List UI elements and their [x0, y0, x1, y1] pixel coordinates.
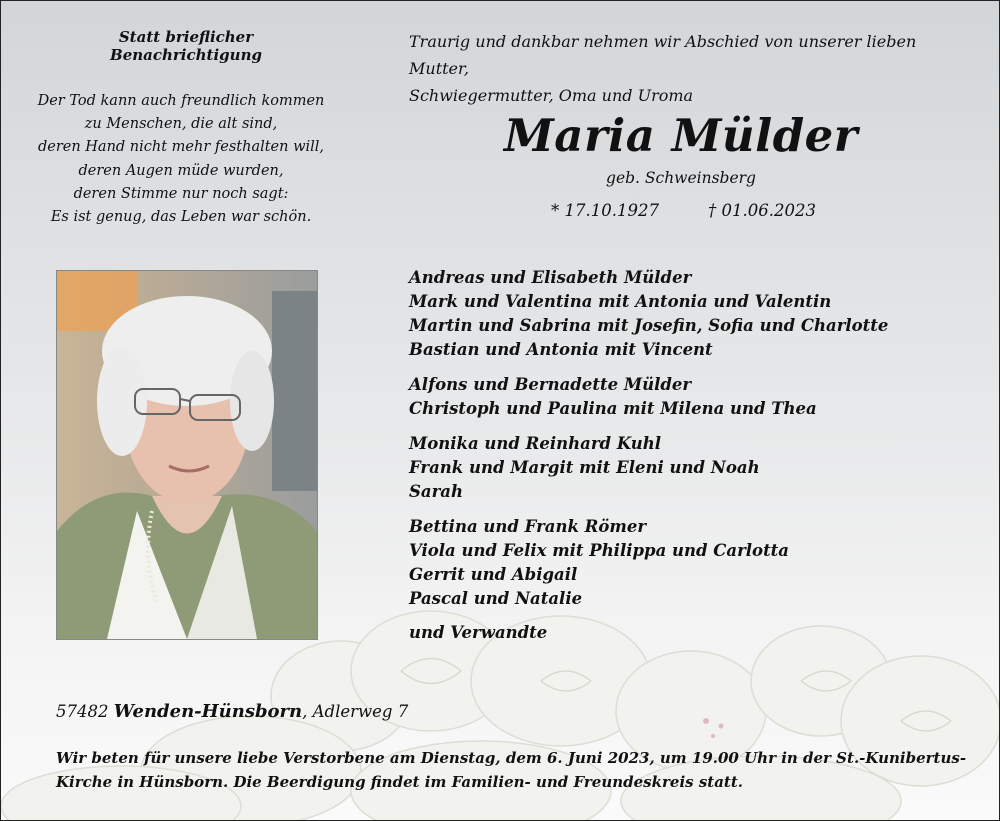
family-list [409, 266, 969, 622]
portrait-image [57, 271, 317, 639]
intro-line: Traurig und dankbar nehmen wir Abschied von unserer lieben Mutter, [409, 32, 917, 78]
postcode: 57482 [56, 702, 109, 721]
intro-text [409, 28, 979, 109]
poem-line: Der Tod kann auch freundlich kommen [37, 93, 325, 109]
family-line: Bastian und Antonia mit Vincent [409, 340, 713, 359]
family-line: Gerrit und Abigail [409, 565, 578, 584]
birth-date: * 17.10.1927 [551, 201, 659, 220]
poem-line: deren Hand nicht mehr festhalten will, [37, 139, 325, 156]
family-group [409, 373, 969, 421]
maiden-name: geb. Schweinsberg [606, 169, 756, 187]
service-announcement: Wir beten für unsere liebe Verstorbene am Dienstag, dem 6. Juni 2023, um 19.00 Uhr in der St.-Kunibertus-Kirche in Hünsborn. Die Beerdigung findet im Familien- und Freundeskreis statt. [56, 749, 967, 791]
family-line: Monika und Reinhard Kuhl [409, 434, 662, 453]
poem-line: deren Augen müde wurden, [78, 162, 284, 179]
portrait-photo [56, 270, 318, 640]
poem-line: zu Menschen, die alt sind, [84, 116, 278, 133]
relatives-line: und Verwandte [409, 623, 548, 642]
deceased-name: Maria Mülder [503, 109, 859, 162]
header-note: Statt brieflicher Benachrichtigung [110, 28, 262, 64]
poem-line: deren Stimme nur noch sagt: [73, 185, 289, 202]
family-group [409, 515, 969, 611]
address [56, 701, 408, 722]
town: Wenden-Hünsborn [113, 701, 303, 722]
family-line: Frank und Margit mit Eleni und Noah [409, 458, 760, 477]
family-line: Mark und Valentina mit Antonia und Valentin [409, 292, 832, 311]
family-line: Sarah [409, 482, 463, 501]
family-line: Bettina und Frank Römer [409, 517, 647, 536]
family-line: Pascal und Natalie [409, 589, 583, 608]
death-date: † 01.06.2023 [708, 201, 816, 220]
poem-line: Es ist genug, das Leben war schön. [50, 209, 312, 226]
poem [31, 90, 331, 229]
family-line: Andreas und Elisabeth Mülder [409, 268, 692, 287]
family-line: Martin und Sabrina mit Josefin, Sofia und Charlotte [409, 316, 889, 335]
intro-line: Schwiegermutter, Oma und Uroma [409, 86, 694, 105]
street: , Adlerweg 7 [302, 702, 409, 721]
family-group [409, 266, 969, 362]
family-line: Christoph und Paulina mit Milena und Thea [409, 399, 817, 418]
family-line: Viola und Felix mit Philippa und Carlotta [409, 541, 789, 560]
family-line: Alfons und Bernadette Mülder [409, 375, 692, 394]
family-group [409, 432, 969, 504]
